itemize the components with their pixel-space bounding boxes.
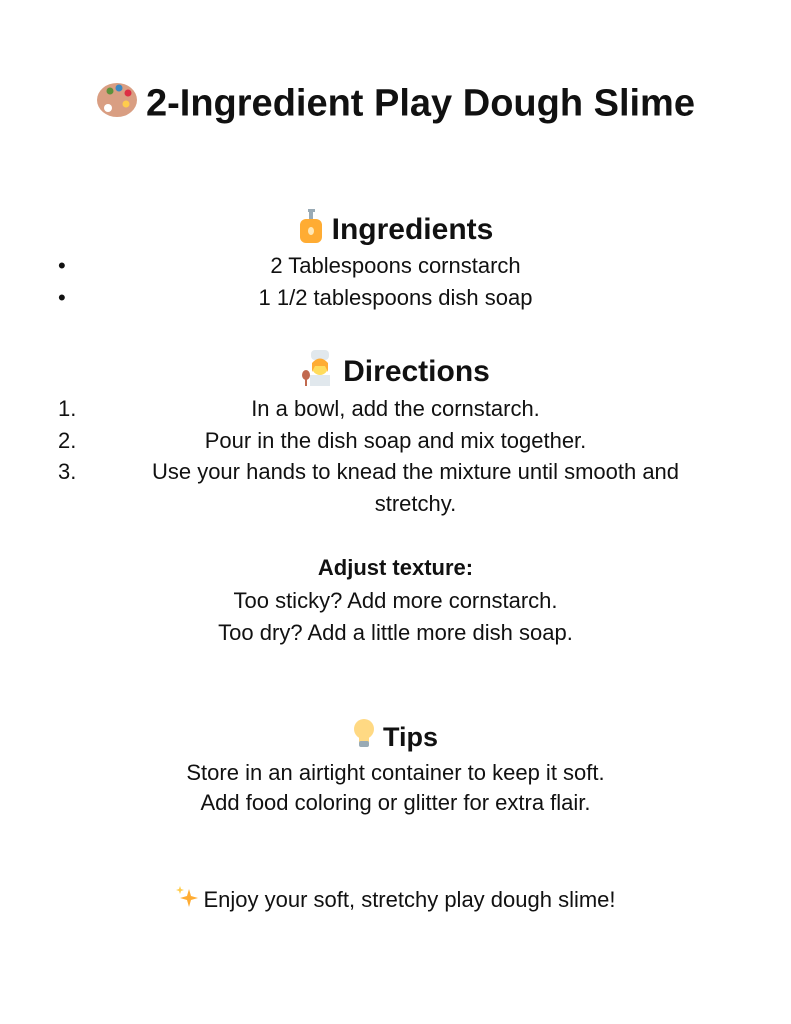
bullet: • xyxy=(58,253,66,278)
footer-line: Enjoy your soft, stretchy play dough slime! xyxy=(0,885,791,917)
sparkles-icon xyxy=(175,885,199,917)
step-text: Use your hands to knead the mixture until smooth and xyxy=(151,459,680,484)
bullet: • xyxy=(58,285,66,310)
adjust-line: Too sticky? Add more cornstarch. xyxy=(233,588,558,613)
light-bulb-icon xyxy=(353,719,375,759)
step-number: 1. xyxy=(58,396,77,421)
tip-line: Add food coloring or glitter for extra flair. xyxy=(200,790,591,815)
artist-palette-icon xyxy=(96,80,138,131)
adjust-line: Too dry? Add a little more dish soap. xyxy=(218,620,573,645)
directions-heading: Directions xyxy=(0,350,791,396)
page-title: 2-Ingredient Play Dough Slime xyxy=(0,80,791,131)
tips-heading: Tips xyxy=(0,718,791,759)
step-text: In a bowl, add the cornstarch. xyxy=(251,396,540,421)
step-number: 2. xyxy=(58,428,77,453)
step-text-continued: stretchy. xyxy=(374,491,457,516)
cook-icon xyxy=(301,350,335,396)
step-text: Pour in the dish soap and mix together. xyxy=(204,428,587,453)
adjust-heading: Adjust texture: xyxy=(317,555,474,580)
list-item: 2 Tablespoons cornstarch xyxy=(270,253,521,278)
list-item: 1 1/2 tablespoons dish soap xyxy=(258,285,533,310)
lotion-bottle-icon xyxy=(298,209,324,253)
step-number: 3. xyxy=(58,459,77,484)
tip-line: Store in an airtight container to keep it soft. xyxy=(186,760,605,785)
ingredients-heading: Ingredients xyxy=(0,209,791,253)
